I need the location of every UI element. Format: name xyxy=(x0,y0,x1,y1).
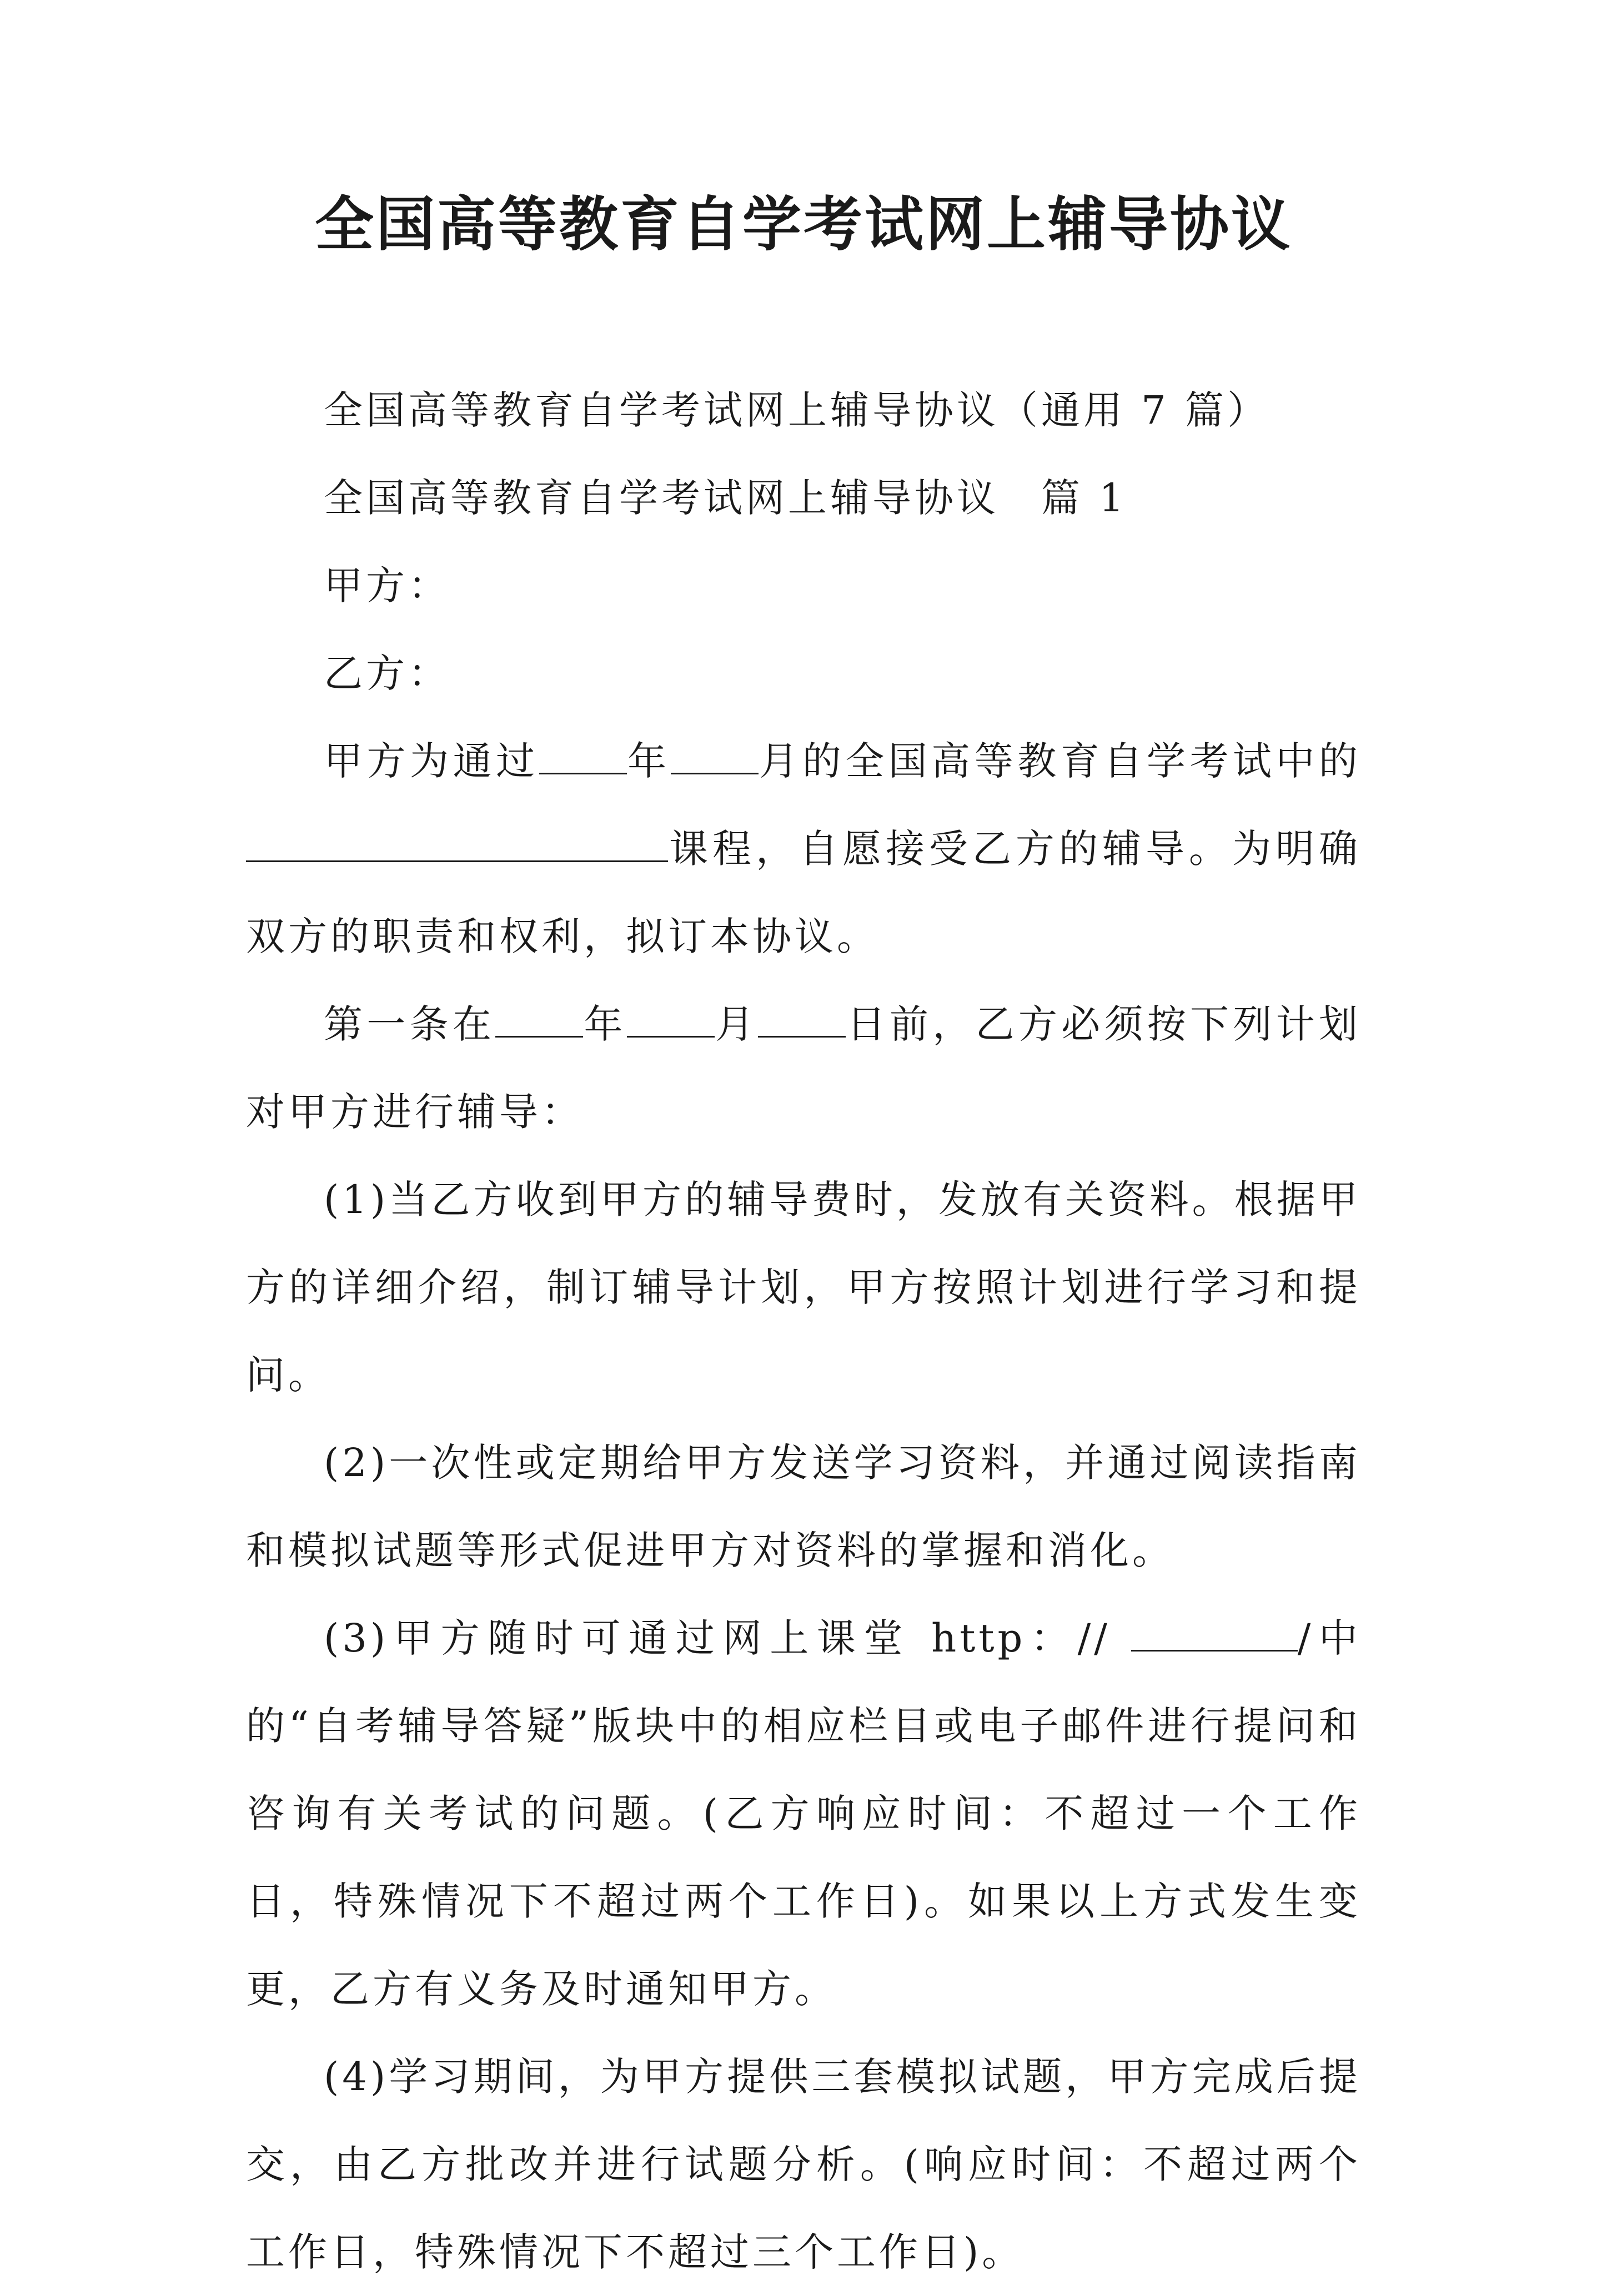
article-day-blank xyxy=(758,1001,846,1038)
article-1-paragraph xyxy=(246,980,1361,1156)
month-blank xyxy=(671,738,759,774)
item-2-paragraph: (2)一次性或定期给甲方发送学习资料，并通过阅读指南和模拟试题等形式促进甲方对资料的掌握和消化。 xyxy=(246,1440,1361,1573)
item-4-paragraph: (4)学习期间，为甲方提供三套模拟试题，甲方完成后提交，由乙方批改并进行试题分析。(响应时间：不超过两个工作日，特殊情况下不超过三个工作日)。 xyxy=(246,2054,1361,2275)
article-1-text-1: 第一条在 xyxy=(324,1001,496,1047)
section-heading: 全国高等教育自学考试网上辅导协议 篇 1 xyxy=(324,475,1127,521)
intro-text-4: 课程，自愿接受乙方的辅导。为明确双方的职责和权利，拟订本协议。 xyxy=(246,826,1361,959)
document-body xyxy=(246,366,1361,2296)
item-3-text-2: /中的“自考辅导答疑”版块中的相应栏目或电子邮件进行提问和咨询有关考试的问题。(乙方响应时间：不超过一个工作日，特殊情况下不超过两个工作日)。如果以上方式发生变更，乙方有义务及时通知甲方。 xyxy=(246,1615,1361,2012)
article-1-text-2: 年 xyxy=(583,1001,627,1047)
course-blank xyxy=(246,825,668,862)
intro-paragraph xyxy=(246,717,1361,980)
article-1-text-3: 月 xyxy=(714,1001,759,1047)
document-title: 全国高等教育自学考试网上辅导协议 xyxy=(315,189,1292,259)
item-3-text-1: (3)甲方随时可通过网上课堂 http：// xyxy=(324,1615,1131,1661)
document-subtitle: 全国高等教育自学考试网上辅导协议（通用 7 篇） xyxy=(324,387,1270,433)
intro-text-1: 甲方为通过 xyxy=(324,738,539,784)
party-b-line: 乙方： xyxy=(324,651,450,696)
article-year-blank xyxy=(495,1001,583,1038)
article-month-blank xyxy=(627,1001,715,1038)
intro-text-2: 年 xyxy=(626,738,671,784)
item-3-paragraph xyxy=(246,1594,1361,2033)
item-1-paragraph: (1)当乙方收到甲方的辅导费时，发放有关资料。根据甲方的详细介绍，制订辅导计划，甲方按照计划进行学习和提问。 xyxy=(246,1177,1361,1398)
intro-text-3: 月的全国高等教育自学考试中的 xyxy=(758,738,1362,784)
party-a-line: 甲方： xyxy=(324,563,450,608)
url-blank xyxy=(1131,1615,1298,1651)
article-1-text-4: 日前，乙方必须按下列计划对甲方进行辅导： xyxy=(246,1001,1362,1135)
year-blank xyxy=(539,738,627,774)
